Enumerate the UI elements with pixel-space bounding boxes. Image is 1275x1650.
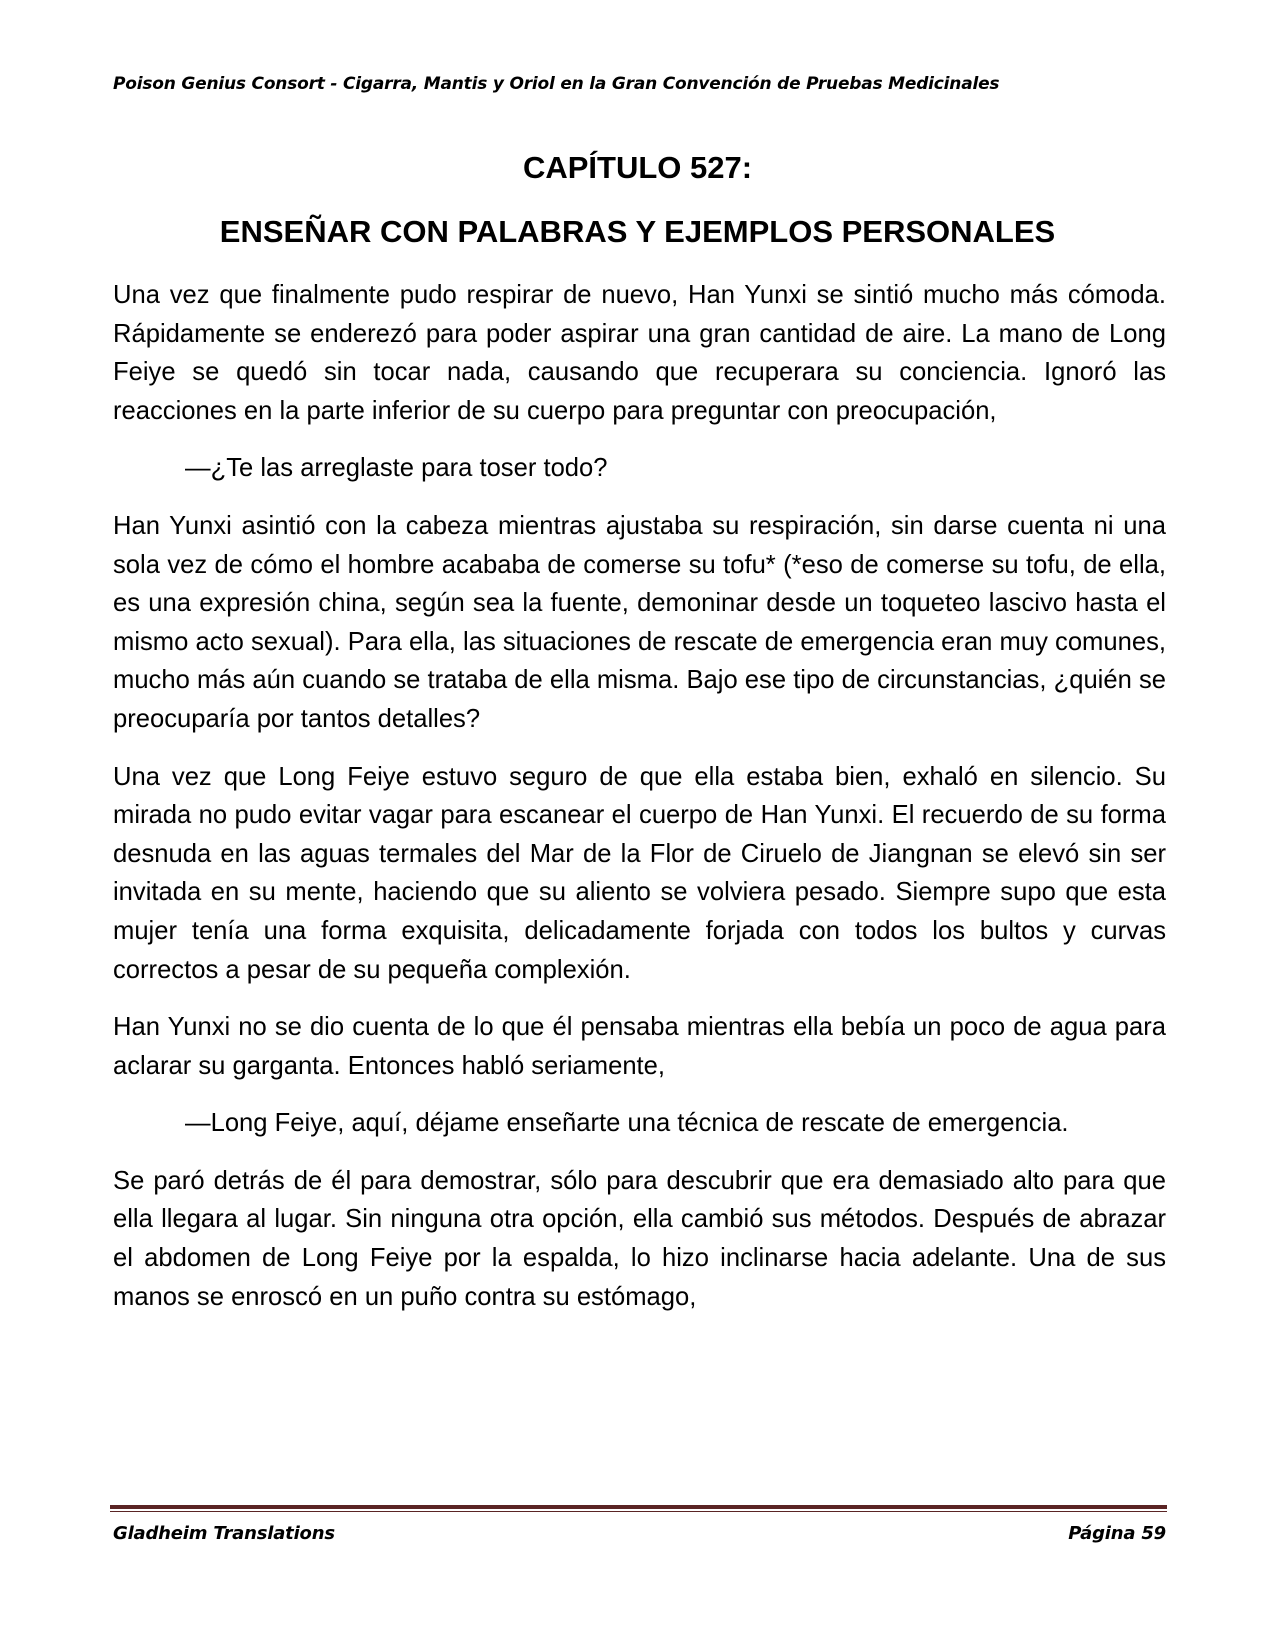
running-header: Poison Genius Consort - Cigarra, Mantis y Oriol en la Gran Convención de Pruebas Medicinales — [113, 74, 1000, 94]
body-text — [113, 276, 1166, 1335]
paragraph: Se paró detrás de él para demostrar, sólo para descubrir que era demasiado alto para que ella llegara al lugar. Sin ninguna otra opción, ella cambió sus métodos. Después de abrazar el abdomen de Long Feiye por la espalda, lo hizo inclinarse hacia adelante. Una de sus manos se enroscó en un puño contra su estómago, — [113, 1166, 1166, 1311]
paragraph: Han Yunxi no se dio cuenta de lo que él pensaba mientras ella bebía un poco de agua para aclarar su garganta. Entonces habló seriamente, — [113, 1013, 1166, 1080]
paragraph: Una vez que Long Feiye estuvo seguro de que ella estaba bien, exhaló en silencio. Su mirada no pudo evitar vagar para escanear el cuerpo de Han Yunxi. El recuerdo de su forma desnuda en las aguas termales del Mar de la Flor de Ciruelo de Jiangnan se elevó sin ser invitada en su mente, haciendo que su aliento se volviera pesado. Siempre supo que esta mujer tenía una forma exquisita, delicadamente forjada con todos los bultos y curvas correctos a pesar de su pequeña complexión. — [113, 762, 1166, 984]
footer-publisher: Gladheim Translations — [113, 1523, 335, 1544]
paragraph: Una vez que finalmente pudo respirar de nuevo, Han Yunxi se sintió mucho más cómoda. Rápidamente se enderezó para poder aspirar una gran cantidad de aire. La mano de Long Feiye se quedó sin tocar nada, causando que recuperara su conciencia. Ignoró las reacciones en la parte inferior de su cuerpo para preguntar con preocupación, — [113, 281, 1166, 425]
dialogue-paragraph: —Long Feiye, aquí, déjame enseñarte una técnica de rescate de emergencia. — [185, 1109, 1069, 1138]
chapter-number: CAPÍTULO 527: — [522, 150, 753, 185]
footer-rule-thin — [110, 1511, 1167, 1512]
footer-rule — [110, 1505, 1167, 1509]
paragraph: Han Yunxi asintió con la cabeza mientras ajustaba su respiración, sin darse cuenta ni una sola vez de cómo el hombre acababa de comerse su tofu* (*eso de comerse su tofu, de ella, es una expresión china, según sea la fuente, demoninar desde un toqueteo lascivo hasta el mismo acto sexual). Para ella, las situaciones de rescate de emergencia eran muy comunes, mucho más aún cuando se trataba de ella misma. Bajo ese tipo de circunstancias, ¿quién se preocuparía por tantos detalles? — [113, 511, 1166, 733]
chapter-title: ENSEÑAR CON PALABRAS Y EJEMPLOS PERSONALES — [219, 214, 1056, 249]
page-number: Página 59 — [1068, 1523, 1166, 1544]
dialogue-paragraph: —¿Te las arreglaste para toser todo? — [185, 454, 608, 483]
